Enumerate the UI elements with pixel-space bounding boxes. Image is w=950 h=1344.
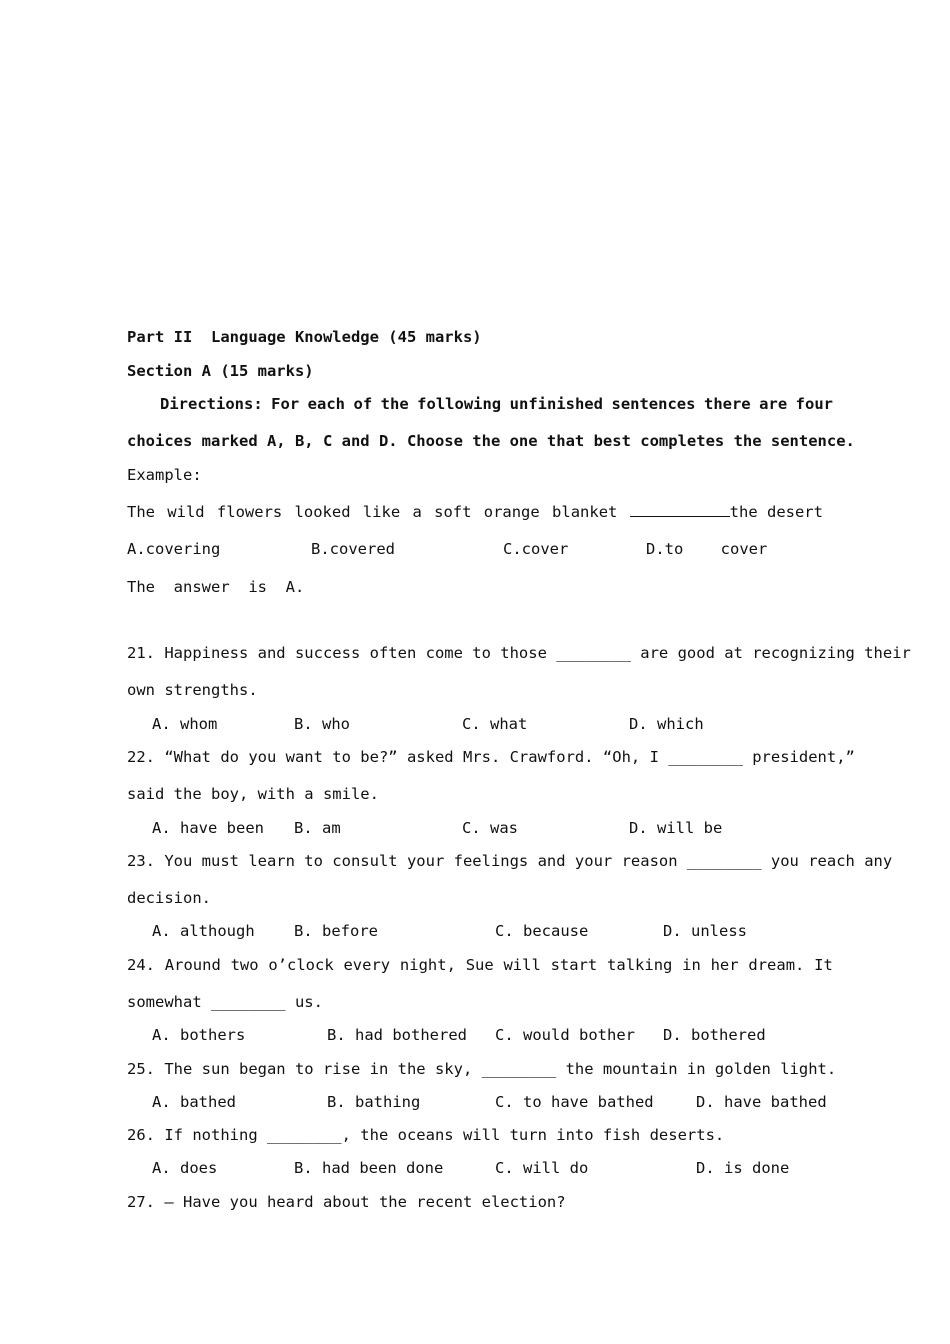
section-title: Section A (15 marks) bbox=[127, 362, 314, 380]
q21-options: A. whom B. who C. what D. which bbox=[152, 715, 704, 733]
q22-options: A. have been B. am C. was D. will be bbox=[152, 819, 723, 837]
q25-options: A. bathed B. bathing C. to have bathed D. have bathed bbox=[152, 1093, 827, 1111]
directions-line-1: Directions: For each of the following unfinished sentences there are four bbox=[160, 395, 833, 413]
example-label: Example: bbox=[127, 466, 202, 484]
q21-line-1: 21. Happiness and success often come to those ________ are good at recognizing their bbox=[127, 644, 911, 662]
q22-line-1: 22. “What do you want to be?” asked Mrs. Crawford. “Oh, I ________ president,” bbox=[127, 748, 855, 766]
q22-line-2: said the boy, with a smile. bbox=[127, 785, 379, 803]
q27-line-1: 27. — Have you heard about the recent election? bbox=[127, 1193, 566, 1211]
directions-line-2: choices marked A, B, C and D. Choose the one that best completes the sentence. bbox=[127, 432, 855, 450]
example-sentence: The wild flowers looked like a soft orange blanket the desert bbox=[127, 503, 823, 521]
q24-line-2: somewhat ________ us. bbox=[127, 993, 323, 1011]
q25-line-1: 25. The sun began to rise in the sky, ________ the mountain in golden light. bbox=[127, 1060, 837, 1078]
q23-line-2: decision. bbox=[127, 889, 211, 907]
answer-blank bbox=[630, 502, 730, 517]
example-options: A.covering B.covered C.cover D.to cover bbox=[127, 540, 768, 558]
q23-line-1: 23. You must learn to consult your feelings and your reason ________ you reach any bbox=[127, 852, 893, 870]
q21-line-2: own strengths. bbox=[127, 681, 258, 699]
q26-options: A. does B. had been done C. will do D. is done bbox=[152, 1159, 790, 1177]
q23-options: A. although B. before C. because D. unless bbox=[152, 922, 747, 940]
q24-options: A. bothers B. had bothered C. would bother D. bothered bbox=[152, 1026, 766, 1044]
part-title: Part II Language Knowledge (45 marks) bbox=[127, 328, 482, 346]
q26-line-1: 26. If nothing ________, the oceans will turn into fish deserts. bbox=[127, 1126, 725, 1144]
example-answer: The answer is A. bbox=[127, 578, 305, 596]
q24-line-1: 24. Around two o’clock every night, Sue will start talking in her dream. It bbox=[127, 956, 833, 974]
